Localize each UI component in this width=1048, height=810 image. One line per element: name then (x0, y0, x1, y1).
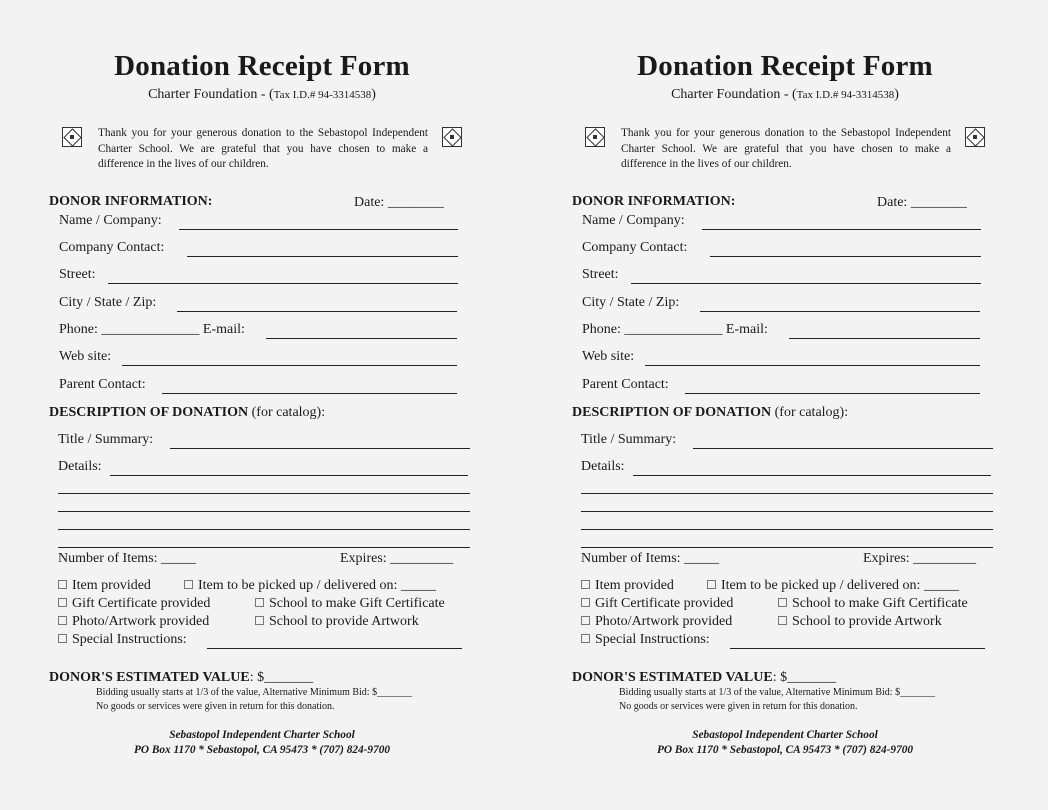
footer-address: PO Box 1170 * Sebastopol, CA 95473 * (707) 824-9700 (656, 744, 914, 756)
details-label: Details: (58, 459, 102, 474)
school-artwork-checkbox[interactable]: School to provide Artwork (255, 614, 419, 630)
company-contact-line[interactable] (187, 256, 458, 257)
date-field[interactable]: Date: ________ (877, 195, 967, 210)
parent-contact-line[interactable] (162, 393, 457, 394)
city-state-zip-label: City / State / Zip: (59, 295, 157, 310)
web-site-label: Web site: (59, 349, 112, 364)
photo-artwork-provided-checkbox[interactable]: Photo/Artwork provided (581, 614, 732, 630)
name-company-line[interactable] (179, 229, 458, 230)
name-company-label: Name / Company: (582, 213, 685, 228)
details-line[interactable] (58, 493, 470, 494)
expires-field[interactable]: Expires: _________ (863, 551, 977, 566)
web-site-label: Web site: (582, 349, 635, 364)
details-line[interactable] (581, 529, 993, 530)
thank-you-text: Thank you for your generous donation to the Sebastopol Independent Charter School. We are grateful that you have chosen to make a difference in the lives of our children. (621, 127, 951, 170)
name-company-line[interactable] (702, 229, 981, 230)
footer-school-name: Sebastopol Independent Charter School (692, 729, 878, 741)
city-state-zip-line[interactable] (177, 311, 457, 312)
web-site-line[interactable] (645, 365, 980, 366)
web-site-line[interactable] (122, 365, 457, 366)
footer-address: PO Box 1170 * Sebastopol, CA 95473 * (707) 824-9700 (133, 744, 391, 756)
company-contact-label: Company Contact: (59, 240, 165, 255)
description-heading: DESCRIPTION OF DONATION (for catalog): (49, 405, 326, 420)
special-instructions-checkbox[interactable]: Special Instructions: (581, 632, 710, 648)
details-label: Details: (581, 459, 625, 474)
donor-information-heading: DONOR INFORMATION: (49, 194, 213, 209)
name-company-label: Name / Company: (59, 213, 162, 228)
special-instructions-line[interactable] (207, 648, 462, 649)
details-line[interactable] (633, 475, 991, 476)
street-line[interactable] (631, 283, 981, 284)
special-instructions-checkbox[interactable]: Special Instructions: (58, 632, 187, 648)
details-line[interactable] (581, 493, 993, 494)
title-summary-line[interactable] (693, 448, 993, 449)
school-gift-certificate-checkbox[interactable]: School to make Gift Certificate (778, 596, 968, 612)
details-line[interactable] (58, 547, 470, 548)
parent-contact-line[interactable] (685, 393, 980, 394)
company-contact-line[interactable] (710, 256, 981, 257)
gift-certificate-provided-checkbox[interactable]: Gift Certificate provided (581, 596, 733, 612)
details-line[interactable] (58, 529, 470, 530)
city-state-zip-line[interactable] (700, 311, 980, 312)
street-label: Street: (582, 267, 619, 282)
parent-contact-label: Parent Contact: (582, 377, 669, 392)
description-heading: DESCRIPTION OF DONATION (for catalog): (572, 405, 849, 420)
celtic-knot-icon (62, 127, 82, 147)
details-line[interactable] (110, 475, 468, 476)
photo-artwork-provided-checkbox[interactable]: Photo/Artwork provided (58, 614, 209, 630)
item-provided-checkbox[interactable]: Item provided (581, 578, 674, 594)
phone-email-label: Phone: ______________ E-mail: (582, 322, 768, 337)
picked-up-checkbox[interactable]: Item to be picked up / delivered on: _____ (184, 578, 436, 594)
estimated-value-field[interactable]: DONOR'S ESTIMATED VALUE: $_______ (49, 670, 314, 685)
gift-certificate-provided-checkbox[interactable]: Gift Certificate provided (58, 596, 210, 612)
form-title: Donation Receipt Form (114, 50, 410, 82)
picked-up-checkbox[interactable]: Item to be picked up / delivered on: _____ (707, 578, 959, 594)
title-summary-label: Title / Summary: (581, 432, 677, 447)
footer-school-name: Sebastopol Independent Charter School (169, 729, 355, 741)
street-line[interactable] (108, 283, 458, 284)
goods-note: No goods or services were given in return for this donation. (619, 701, 858, 712)
school-gift-certificate-checkbox[interactable]: School to make Gift Certificate (255, 596, 445, 612)
goods-note: No goods or services were given in return for this donation. (96, 701, 335, 712)
donation-form-right (523, 0, 1047, 810)
details-line[interactable] (58, 511, 470, 512)
bidding-note: Bidding usually starts at 1/3 of the value, Alternative Minimum Bid: $_______ (96, 687, 413, 698)
form-title: Donation Receipt Form (637, 50, 933, 82)
item-provided-checkbox[interactable]: Item provided (58, 578, 151, 594)
celtic-knot-icon (965, 127, 985, 147)
number-of-items-field[interactable]: Number of Items: _____ (581, 551, 720, 566)
parent-contact-label: Parent Contact: (59, 377, 146, 392)
date-field[interactable]: Date: ________ (354, 195, 444, 210)
bidding-note: Bidding usually starts at 1/3 of the value, Alternative Minimum Bid: $_______ (619, 687, 936, 698)
celtic-knot-icon (442, 127, 462, 147)
phone-email-label: Phone: ______________ E-mail: (59, 322, 245, 337)
thank-you-text: Thank you for your generous donation to the Sebastopol Independent Charter School. We are grateful that you have chosen to make a difference in the lives of our children. (98, 127, 428, 170)
title-summary-label: Title / Summary: (58, 432, 154, 447)
details-line[interactable] (581, 511, 993, 512)
email-line[interactable] (789, 338, 980, 339)
form-subtitle: Charter Foundation - (Tax I.D.# 94-3314538) (671, 87, 899, 102)
estimated-value-field[interactable]: DONOR'S ESTIMATED VALUE: $_______ (572, 670, 837, 685)
number-of-items-field[interactable]: Number of Items: _____ (58, 551, 197, 566)
company-contact-label: Company Contact: (582, 240, 688, 255)
school-artwork-checkbox[interactable]: School to provide Artwork (778, 614, 942, 630)
street-label: Street: (59, 267, 96, 282)
form-subtitle: Charter Foundation - (Tax I.D.# 94-3314538) (148, 87, 376, 102)
celtic-knot-icon (585, 127, 605, 147)
special-instructions-line[interactable] (730, 648, 985, 649)
title-summary-line[interactable] (170, 448, 470, 449)
expires-field[interactable]: Expires: _________ (340, 551, 454, 566)
city-state-zip-label: City / State / Zip: (582, 295, 680, 310)
details-line[interactable] (581, 547, 993, 548)
email-line[interactable] (266, 338, 457, 339)
donor-information-heading: DONOR INFORMATION: (572, 194, 736, 209)
